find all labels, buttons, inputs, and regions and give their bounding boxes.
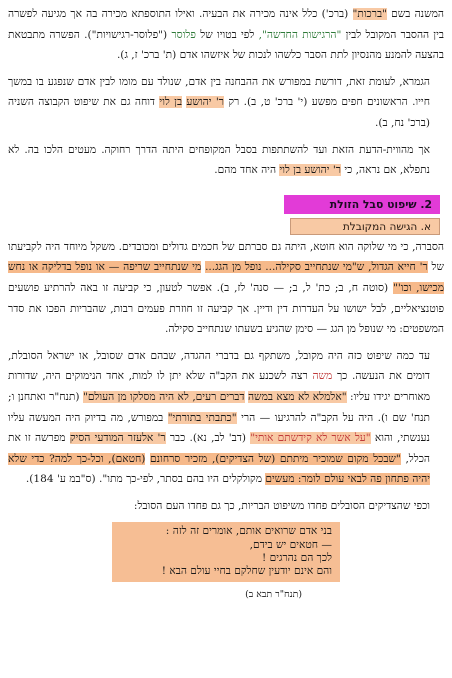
subsection-title: הגישה המקובלת [342, 220, 418, 233]
highlight-berakhot: "ברכות" [352, 8, 387, 20]
text-run: מעטים הלכו בה. לא נתפלא, אם נראה, כי [8, 143, 430, 177]
quote-box [112, 522, 340, 582]
green-term-new-sensitivity: "הרגישות החדשה", [258, 28, 342, 41]
text-run: (ס"במ ע' 184). [25, 473, 96, 486]
text-run: אך מהווית-הדעת הזאת ועד להשתתפות בסבל המקופחים היתה הדרך רחוקה. [101, 143, 430, 156]
text-run: ("פלוסר-רגישויות"). הפשרה מתבטאת בהצעה להמנע מהנסיון לתת [8, 28, 444, 62]
text-run: הקב"ה להרגיעו — הרי [241, 411, 339, 424]
text-run: נענשתי, והוא [374, 432, 430, 445]
quote-line: בני אדם שרואים אותם, אומרים זה לזה : [165, 525, 332, 538]
highlight-written-in-torah: "כתבתי בתורתי" [167, 411, 237, 424]
text-run: בטויו של [200, 28, 237, 41]
subsection-heading [290, 218, 440, 235]
paragraph-1 [8, 4, 444, 66]
highlight-moshe-quote-cont: דברים רעים, לא היה מסלקו מן העולם" [82, 390, 245, 403]
section-title: שיפוט סבל הזולת [329, 197, 417, 211]
quote-line: לכך הם נהרגים ! [261, 551, 332, 564]
highlight-rabbi-chiya-quote-cont: מי שנתחייב שריפה — או נופל בדליקה או נחש מכישו, וכו'" [8, 261, 444, 294]
quote-line: — חטאים יש בידם, [249, 538, 332, 551]
highlight-rabbi-elazar: ר' אלעזר המודעי הסיק [69, 432, 166, 445]
text-run: מפרשה זו את הכלל, [8, 432, 430, 465]
text-run: לו למות, אחד הנימוקים היה, שדורות מאוחרים יגידו עליו: [8, 370, 430, 403]
text-run: מכירה בה אך מגיעה לפשרה בין ההסבר המקובל לבין [8, 8, 445, 41]
paragraph-5 [8, 346, 444, 490]
paragraph-3 [8, 140, 444, 181]
text-run: היה אחד מהם. [214, 164, 277, 177]
quote-line: והם אינם יודעין שחלקם בחיי עולם הבא ! [161, 565, 332, 578]
text-run: וכפי שהצדיקים הסובלים פחדו משיפוט הבריות, כך גם פחדו העם הסובל: [133, 499, 430, 512]
highlight-rabbi-chiya-quote: ר' חייא הגדול, ש"מי שנתחייב סקילה... נופל מן הגג... [205, 261, 428, 274]
subsection-letter: א. [420, 220, 431, 233]
text-run: (ברכ') כלל אינה מכירה את הבעיה. ואילו התוספתא [131, 8, 349, 20]
text-run: המשנה בשם [391, 8, 445, 20]
text-run: רצה לשכנע את הקב"ה שלא יתן [169, 370, 308, 383]
section-heading [284, 195, 440, 214]
text-run: עד כמה שיפוט כזה היה מקובל, משתקף גם בדברי ההגדה, שבהם אדם שסובל, [93, 349, 430, 362]
paragraph-6 [8, 496, 444, 517]
highlight-rabbi-yehoshua-ben-levi: ר' יהושע בן לוי [279, 164, 341, 177]
paragraph-4 [8, 237, 444, 340]
highlight-rabbi-yehoshua: ר' יהושע [186, 96, 224, 109]
text-run: דוחה גם את שיפוט הקבוצה השניה (ברכ' נח, ב). [8, 96, 430, 129]
text-run: לפי [241, 28, 255, 41]
text-run: רק [228, 96, 240, 109]
quote-source: (תנח"ר תבא ב) [245, 589, 302, 601]
text-run: או ישראל הסובלת, דומים את הנעשה. כך [8, 349, 431, 383]
red-highlight-verse: "על אשר לא קידשתם אותי" [250, 432, 371, 445]
text-run: הסברה, כי מי שלוקה הוא חוטא, היתה גם סברתם של חכמים גדולים ומכובדים. [118, 240, 444, 253]
highlight-rule-quote: "שבכל מקום שמוכיר מיתתם (של הצדיקים), מזכיר סרחונם [150, 452, 401, 465]
section-number: 2. [420, 197, 432, 211]
red-term-moshe: משה [312, 370, 333, 383]
highlight-rule-quote-cont: (חטאם), וכל-כך למה? כדי שלא יהיה פתחון פה לבאי עולם לומר: מעשים [8, 452, 430, 486]
text-run: הסבר כלשהו לנכות של איזשהו אדם (ת' ברכ' ז, ג). [116, 49, 327, 62]
text-run: הגמרא, לעומת זאת, דורשת במפורש את ההבחנה בין אדם, שנולד עם מומו [119, 75, 430, 88]
highlight-moshe-quote: "אלמלא לא מצא במשה [247, 390, 347, 403]
text-run: מקולקלים היו בהם בסתר, לפי-כך מתו". [99, 473, 262, 486]
text-run: לבין אדם שנפגע בו במשך חייו. הראשונים חפים מפשע (י' ברכ' ט, ב). [8, 75, 430, 109]
text-run: לבל ישושו על העדרות דין ודיין. אך קביעה זו חוזרת פעמים רבות, שהבריות הפכו [46, 302, 387, 315]
text-run: את סדר המשפטים: מי שנופל מן הגג — סימן שהגיע בשעתו שנתחייב סקילה. [8, 302, 444, 336]
text-run: (תנח"ר ואתחנן ו; תנח' שם ו). היה על [8, 390, 430, 424]
text-run: ל, ב; — סנה' לז, ב). אפשר לטעון, כי קביעה זו באה להרתיע פושעים פוטנציאליים, [8, 281, 444, 315]
paragraph-2 [8, 72, 444, 134]
green-term-flusser: פלוסר [171, 28, 196, 41]
text-run: משקל מיוחד היה לקביעתו של [8, 240, 445, 274]
text-run: במפורש, מה בדיוק היה המעשה עליו [8, 411, 164, 424]
highlight-ben-levi: בן לוי [159, 96, 183, 109]
text-run: (סוטה ח, ב; כת' [315, 281, 389, 294]
text-run: (דב' לב, נא). כבר [169, 432, 246, 445]
